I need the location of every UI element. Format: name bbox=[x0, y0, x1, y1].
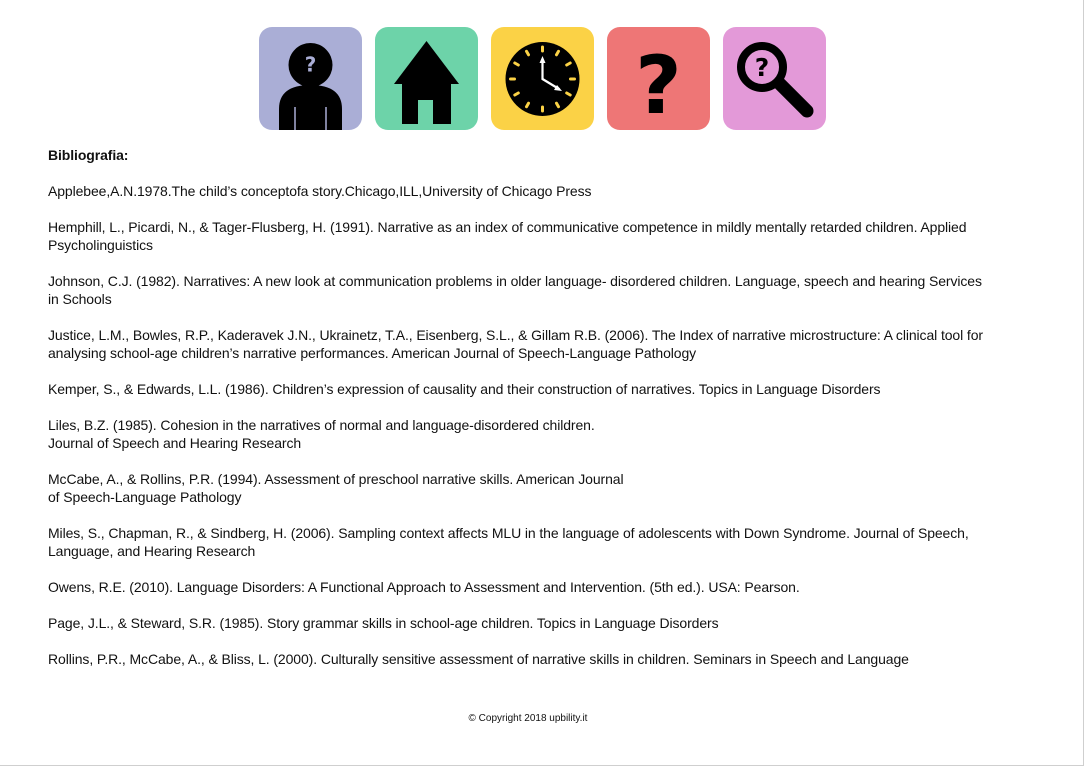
svg-text:?: ? bbox=[304, 52, 317, 77]
reference-line: Rollins, P.R., McCabe, A., & Bliss, L. (2000). Culturally sensitive assessment of narrative skills in children. Seminars in Speech and Language bbox=[48, 651, 909, 667]
reference-line: Applebee,A.N.1978.The child’s conceptofa story.Chicago,ILL,University of Chicago Press bbox=[48, 183, 592, 199]
reference-item bbox=[48, 578, 1038, 596]
reference-line: Miles, S., Chapman, R., & Sindberg, H. (2006). Sampling context affects MLU in the language of adolescents with Down Syndrome. Journal of Speech, bbox=[48, 525, 969, 541]
reference-line: Journal of Speech and Hearing Research bbox=[48, 435, 302, 451]
reference-line: Page, J.L., & Steward, S.R. (1985). Story grammar skills in school-age children. Topics in Language Disorders bbox=[48, 615, 719, 631]
bibliography-heading: Bibliografia: bbox=[48, 147, 129, 163]
reference-item bbox=[48, 470, 1038, 506]
reference-item bbox=[48, 416, 1038, 452]
reference-line: Psycholinguistics bbox=[48, 237, 153, 253]
reference-item bbox=[48, 614, 1038, 632]
reference-line: Liles, B.Z. (1985). Cohesion in the narratives of normal and language-disordered children. bbox=[48, 417, 595, 433]
reference-line: McCabe, A., & Rollins, P.R. (1994). Assessment of preschool narrative skills. American Journal bbox=[48, 471, 624, 487]
reference-item bbox=[48, 380, 1038, 398]
reference-item bbox=[48, 218, 1038, 254]
bibliography bbox=[48, 146, 1038, 686]
reference-line: analysing school-age children’s narrative performances. American Journal of Speech-Language Pathology bbox=[48, 345, 697, 361]
question-icons-row bbox=[259, 27, 826, 130]
reference-line: Johnson, C.J. (1982). Narratives: A new look at communication problems in older language- disordered children. Language, speech and hearing Services bbox=[48, 273, 982, 289]
reference-line: of Speech-Language Pathology bbox=[48, 489, 242, 505]
who-icon bbox=[259, 27, 362, 130]
reference-line: Owens, R.E. (2010). Language Disorders: A Functional Approach to Assessment and Intervention. (5th ed.). USA: Pearson. bbox=[48, 579, 800, 595]
reference-item bbox=[48, 524, 1038, 560]
reference-item bbox=[48, 650, 1038, 668]
reference-item bbox=[48, 272, 1038, 308]
when-icon bbox=[491, 27, 594, 130]
reference-line: Hemphill, L., Picardi, N., & Tager-Flusberg, H. (1991). Narrative as an index of communicative competence in mildly mentally retarded children. Applied bbox=[48, 219, 967, 235]
search-icon bbox=[723, 27, 826, 130]
what-icon bbox=[607, 27, 710, 130]
reference-item bbox=[48, 326, 1038, 362]
reference-line: in Schools bbox=[48, 291, 112, 307]
where-icon bbox=[375, 27, 478, 130]
copyright-footer: © Copyright 2018 upbility.it bbox=[468, 713, 588, 724]
reference-item bbox=[48, 182, 1038, 200]
reference-list bbox=[48, 182, 1038, 668]
reference-line: Language, and Hearing Research bbox=[48, 543, 256, 559]
svg-text:?: ? bbox=[754, 53, 770, 82]
reference-line: Justice, L.M., Bowles, R.P., Kaderavek J.N., Ukrainetz, T.A., Eisenberg, S.L., & Gillam R.B. (2006). The Index of narrative microstructure: A clinical tool for bbox=[48, 327, 983, 343]
svg-text:?: ? bbox=[635, 39, 682, 130]
reference-line: Kemper, S., & Edwards, L.L. (1986). Children’s expression of causality and their construction of narratives. Topics in Language Disorders bbox=[48, 381, 881, 397]
